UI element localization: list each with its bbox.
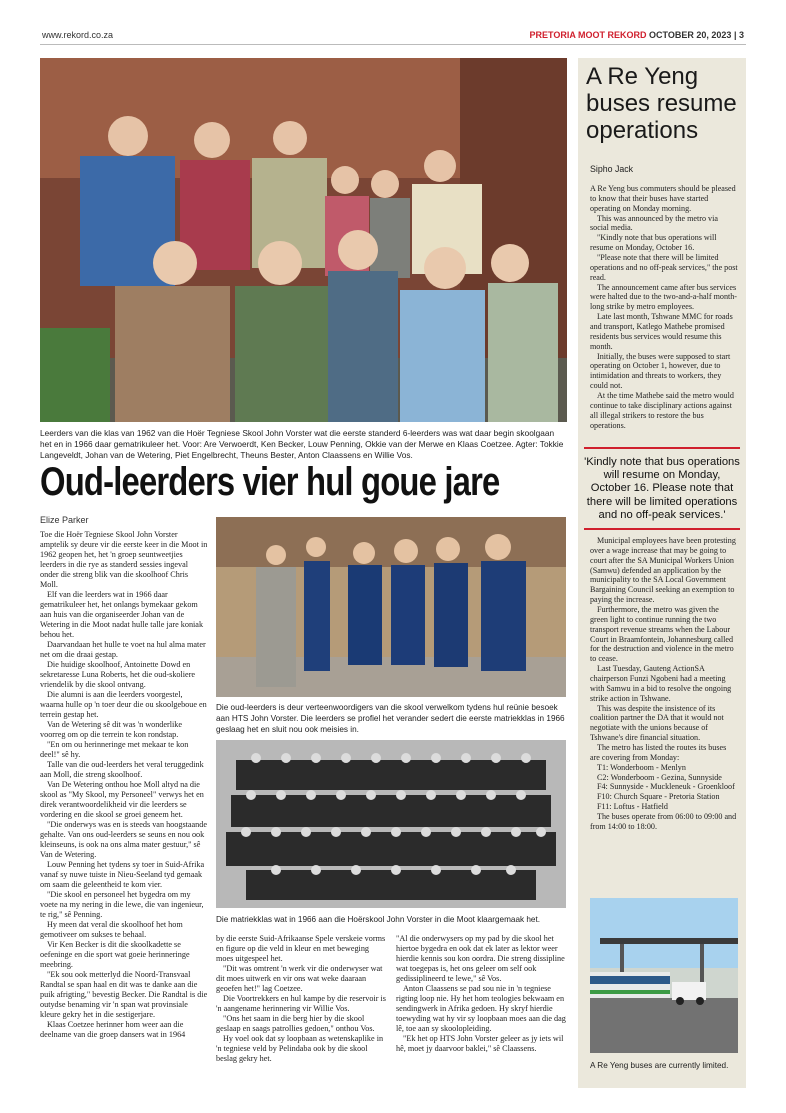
paragraph: Anton Claassens se pad sou nie in 'n tegniese rigting loop nie. Hy het hom teologies bekwaam en sendingwerk in Afrika gedoen. Hy skryf hierdie toewyding wat hy vir sy loopbaan moes aan die dag lê, toe aan sy skoolopleiding. bbox=[396, 984, 566, 1033]
paragraph: Talle van die oud-leerders het veral teruggedink aan Moll, die streng skoolhoof. bbox=[40, 760, 204, 779]
paragraph: Daarvandaan het hulle te voet na hul alma mater net om die draai gestap. bbox=[40, 640, 206, 659]
page-number: 3 bbox=[738, 30, 744, 40]
paragraph: A Re Yeng bus commuters should be pleased to know that their buses have started operating on Monday morning. bbox=[590, 184, 736, 213]
paragraph: This was announced by the metro via social media. bbox=[590, 213, 718, 233]
sidebar-byline: Sipho Jack bbox=[590, 164, 634, 174]
route-item: F4: Sunnyside - Muckleneuk - Groenkloof bbox=[597, 782, 735, 792]
paragraph: "Al die onderwysers op my pad by die skool het hiertoe bygedra en ook dat ek later as lektor weer hierdie kennis sou kon oordra. Die streng dissipline wat toegepas is, het ons geleer om self ook gedissiplineerd te lewe," sê Vos. bbox=[396, 934, 565, 983]
class-photo-caption: Die matriekklas wat in 1966 aan die Hoërskool John Vorster in die Moot klaargemaak het. bbox=[216, 915, 541, 924]
paragraph: The metro has listed the routes its buses are covering from Monday: bbox=[590, 743, 727, 762]
paragraph: Municipal employees have been protesting over a wage increase that may be going to court after the SA Municipal Workers Union (Samwu) defended an application by the municipality to the SA Local Government Bargaining Council seeking an exemption to paying the increase. bbox=[590, 536, 736, 605]
sidebar-column-top bbox=[590, 184, 738, 430]
bus-photo-illustration bbox=[590, 898, 738, 1053]
paragraph: "Please note that there will be limited operations and no off-peak services," the post read. bbox=[590, 253, 738, 282]
learners-welcome-photo bbox=[216, 517, 566, 697]
route-item: C2: Wonderboom - Gezina, Sunnyside bbox=[597, 772, 722, 782]
header-separator: | bbox=[733, 30, 737, 40]
site-url: www.rekord.co.za bbox=[42, 30, 114, 40]
class-photo-illustration bbox=[216, 740, 566, 908]
sidebar-headline: A Re Yeng buses resume operations bbox=[586, 63, 737, 144]
paragraph: Klaas Coetzee herinner hom weer aan die deelname van die groep dansers wat in 1964 bbox=[40, 1020, 186, 1039]
paragraph: "En om ou herinneringe met mekaar te kon deel!" sê hy. bbox=[40, 740, 189, 759]
class-of-1966-photo bbox=[216, 740, 566, 908]
paragraph: This was despite the insistence of its coalition partner the DA that it would not negotiate with the unions because of Tshwane's dire financial situation. bbox=[590, 703, 724, 743]
sidebar-column-bottom bbox=[590, 536, 738, 832]
paper-name: PRETORIA MOOT REKORD bbox=[529, 30, 647, 40]
paragraph: "Ons het saam in die berg hier by die skool geslaap en saags patrollies gedoen," onthou Vos. bbox=[216, 1014, 375, 1033]
paragraph: "Die onderwys was en is steeds van hoogstaande gehalte. Van ons oud-leerders se seuns en nou ook kleinseuns, is ook na ons alma mater gestuur," sê Van de Wetering. bbox=[40, 820, 208, 859]
paragraph: The buses operate from 06:00 to 09:00 and from 14:00 to 18:00. bbox=[590, 812, 737, 831]
paragraph: Last Tuesday, Gauteng ActionSA chairperson Funzi Ngobeni had a meeting with Samwu in a bid to resolve the ongoing strike action in Tshwane. bbox=[590, 664, 732, 703]
paragraph: Initially, the buses were supposed to start operating on October 1, however, due to intimidation and threats to workers, they could not. bbox=[590, 351, 731, 391]
paragraph: Furthermore, the metro was given the green light to continue running the two transport revenue streams when the Labour Court in Braamfontein, Johannesburg called for the destruction and violence in the metro to cease. bbox=[590, 605, 734, 664]
paragraph: Die Voortrekkers en hul kampe by die reservoir is 'n aangename herinnering vir Willie Vos. bbox=[216, 994, 386, 1013]
route-item: T1: Wonderboom - Menlyn bbox=[597, 762, 686, 772]
masthead-info bbox=[530, 30, 744, 40]
issue-date: OCTOBER 20, 2023 bbox=[649, 30, 732, 40]
paragraph: At the time Mathebe said the metro would continue to take disciplinary actions against all illegal strikers to restore the bus operations. bbox=[590, 391, 734, 430]
paragraph: "Dit was omtrent 'n werk vir die onderwyser wat dit moes uitwerk en vir ons wat weke daaraan geoefen het!" lag Coetzee. bbox=[216, 964, 383, 993]
paragraph: Louw Penning het tydens sy toer in Suid-Afrika vanaf sy nuwe tuiste in Nieu-Seeland tyd gemaak om saam die geleentheid te kom vier. bbox=[40, 860, 205, 889]
bus-photo-caption: A Re Yeng buses are currently limited. bbox=[590, 1061, 729, 1070]
bus-photo bbox=[590, 898, 738, 1053]
paragraph: Hy voel ook dat sy loopbaan as wetenskaplike in 'n tegniese veld by Pelindaba ook by die skool beslag gekry het. bbox=[216, 1034, 384, 1063]
main-photo-caption: Leerders van die klas van 1962 van die Hoër Tegniese Skool John Vorster wat die eerste standerd 6-leerders was wat daar begin skoolgaan het en in 1966 daar gematrikuleer het. Voor: Are Verwoerdt, Ken Becker, Louw Penning, Okkie van der Merwe en Klaas Coetzee. Agter: Tokkie Langeveldt, Johan van de Wetering, Piet Engelbrecht, Theuns Bester, Anton Claassens en Willie Vos. bbox=[40, 428, 564, 460]
route-item: F10: Church Square - Pretoria Station bbox=[597, 792, 720, 802]
header-rule bbox=[40, 44, 746, 45]
article-column-1 bbox=[40, 530, 208, 1040]
paragraph: "Ek het op HTS John Vorster geleer as jy iets wil hê, moet jy daarvoor baklei," sê Claassens. bbox=[396, 1034, 564, 1053]
pull-quote: 'Kindly note that bus operations will resume on Monday, October 16. Please note that there will be limited operations and no off-peak services.' bbox=[584, 447, 740, 530]
article-column-3 bbox=[396, 934, 566, 1054]
paragraph: Late last month, Tshwane MMC for roads and transport, Katlego Mathebe promised residents bus services would resume this month. bbox=[590, 312, 733, 351]
main-byline: Elize Parker bbox=[40, 515, 89, 525]
paragraph: Hy meen dat veral die skoolhoof het hom gemotiveer om sukses te behaal. bbox=[40, 920, 183, 939]
group-photo-illustration bbox=[40, 58, 567, 422]
welcome-photo-illustration bbox=[216, 517, 566, 697]
paragraph: The announcement came after bus services were halted due to the two-and-a-half month-long strike by metro employees. bbox=[590, 282, 737, 312]
paragraph: Die huidige skoolhoof, Antoinette Dowd en sekretaresse Luna Roberts, het die oud-skoliere vriendelik by die skool ontvang. bbox=[40, 660, 196, 689]
main-headline: Oud-leerders vier hul goue jare bbox=[40, 460, 500, 504]
paragraph: "Kindly note that bus operations will resume on Monday, October 16. bbox=[590, 233, 717, 253]
paragraph: "Ek sou ook metterlyd die Noord-Transvaal Randtal se span haal en dit was te danke aan die puik afrigting," bevestig Becker. Die Randtal is die outydse benaming vir 'n span wat provinsiale kleure gekry het in die sestigerjare. bbox=[40, 970, 208, 1019]
paragraph: "Die skool en personeel het bygedra om my voete na my nering in die lewe, die van ingenieur, te rig," sê Penning. bbox=[40, 890, 204, 919]
paragraph: Vir Ken Becker is dit die skoolkadette se oefeninge en die sport wat goeie herinneringe meebring. bbox=[40, 940, 190, 969]
route-item: F11: Loftus - Hatfield bbox=[597, 802, 668, 812]
welcome-photo-caption: Die oud-leerders is deur verteenwoordigers van die skool verwelkom tydens hul reünie besoek aan HTS John Vorster. Die leerders se profiel het verander sedert die eerste matriekklas in 1966 geslaag het en sluit nou ook meisies in. bbox=[216, 703, 565, 734]
article-column-2 bbox=[216, 934, 386, 1064]
paragraph: Elf van die leerders wat in 1966 daar gematrikuleer het, het onlangs bymekaar gekom aan huis van die organiseerder Johan van de Wetering in die Moot nadat hulle talle jare koniak behou het. bbox=[40, 590, 204, 639]
paragraph: Toe die Hoër Tegniese Skool John Vorster amptelik sy deure vir die eerste keer in die Moot in 1962 geopen het, het 'n groep seuntweetjies leerders in die rye as standerd sessies ingeval onder die streng blik van die skoolhoof Chris Moll. bbox=[40, 530, 208, 589]
reunion-group-photo bbox=[40, 58, 567, 422]
paragraph: Van De Wetering onthou hoe Moll altyd na die skool as "My Skool, my Personeel" verwys het en direk verantwoordelikheid vir die leerders se vordering en die skool se groei geneem het. bbox=[40, 780, 204, 819]
paragraph: Die alumni is aan die leerders voorgestel, waarna hulle op 'n toer deur die ou skoolgeboue en terrein gestap het. bbox=[40, 690, 207, 719]
paragraph: by die eerste Suid-Afrikaanse Spele verskeie vorms en figure op die veld in kleur en met beweging moes uitgespeel het. bbox=[216, 934, 386, 963]
paragraph: Van de Wetering sê dit was 'n wonderlike voorreg om op die terrein te kon rondstap. bbox=[40, 720, 183, 739]
